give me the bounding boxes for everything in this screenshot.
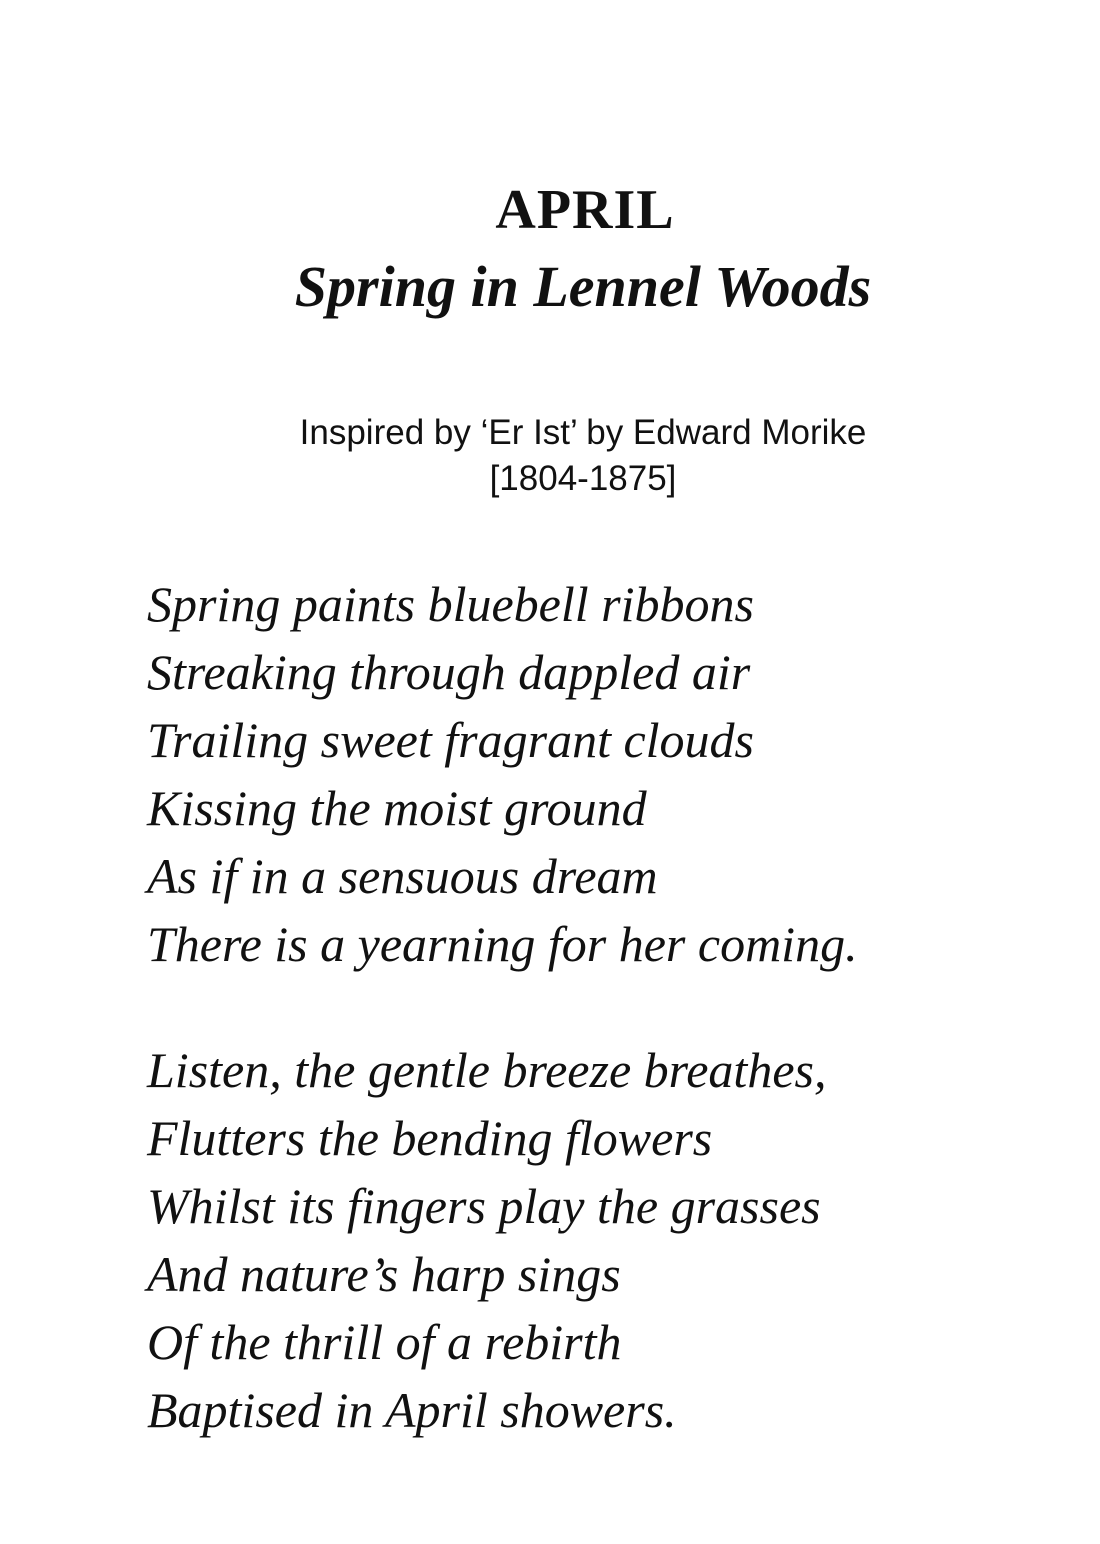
verse-line: As if in a sensuous dream [147, 848, 658, 904]
verse-line: And nature’s harp sings [147, 1246, 621, 1302]
verse-line: There is a yearning for her coming. [147, 916, 858, 972]
verse-line: Baptised in April showers. [147, 1382, 677, 1438]
verse-line: Flutters the bending flowers [147, 1110, 713, 1166]
verse-line: Listen, the gentle breeze breathes, [147, 1042, 827, 1098]
poem-subtitle: Spring in Lennel Woods [294, 254, 872, 319]
stanza-1 [147, 570, 1047, 978]
inspiration-credit [0, 410, 1100, 502]
verse-line: Whilst its fingers play the grasses [147, 1178, 821, 1234]
stanza-2 [147, 1036, 1047, 1444]
verse-line: Spring paints bluebell ribbons [147, 576, 754, 632]
credit-dates: [1804-1875] [489, 459, 677, 498]
poem-title: APRIL [495, 179, 675, 241]
verse-line: Of the thrill of a rebirth [147, 1314, 622, 1370]
verse-line: Trailing sweet fragrant clouds [147, 712, 755, 768]
verse-line: Streaking through dappled air [147, 644, 751, 700]
verse-line: Kissing the moist ground [147, 780, 647, 836]
credit-line: Inspired by ‘Er Ist’ by Edward Morike [299, 413, 867, 452]
